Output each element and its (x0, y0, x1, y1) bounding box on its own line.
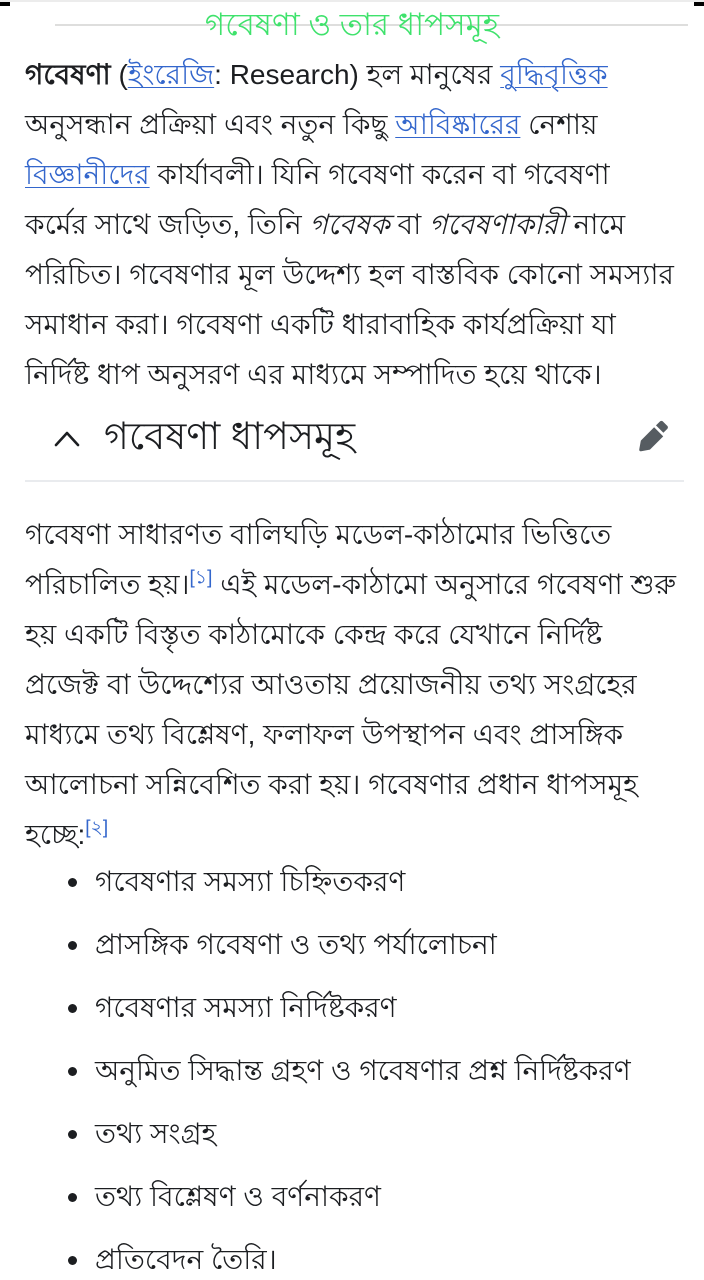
chevron-up-icon[interactable] (52, 428, 82, 450)
text-line (25, 300, 704, 350)
text-line (25, 250, 704, 300)
intro-paragraph (0, 50, 704, 400)
list-item: প্রতিবেদন তৈরি। (95, 1240, 704, 1280)
text-segment: কার্যাবলী। যিনি গবেষণা করেন বা গবেষণা (149, 159, 610, 190)
text-line (25, 760, 704, 810)
text-segment: : Research) হল মানুষের (214, 59, 501, 90)
text-line (25, 610, 704, 660)
text-segment: ( (110, 59, 128, 90)
text-segment: গবেষণাকারী (428, 209, 566, 240)
text-segment: পরিচিত। গবেষণার মূল উদ্দেশ্য হল বাস্তবিক কোনো সমস্যার (25, 259, 674, 290)
text-line (25, 560, 704, 610)
section-header[interactable] (0, 406, 704, 472)
text-line (25, 510, 704, 560)
pencil-icon[interactable] (634, 418, 676, 460)
text-line (25, 810, 704, 860)
wiki-link[interactable]: ইংরেজি (127, 59, 215, 90)
section-paragraph (0, 510, 704, 860)
text-line (25, 350, 704, 400)
text-segment: গবেষণা (25, 59, 111, 90)
text-line (25, 50, 704, 100)
text-segment: হচ্ছে: (25, 819, 86, 850)
text-segment: গবেষক (309, 209, 390, 240)
wiki-link[interactable]: বুদ্ধিবৃত্তিক (500, 59, 608, 90)
text-line (25, 150, 704, 200)
text-segment: সমাধান করা। গবেষণা একটি ধারাবাহিক কার্যপ্রক্রিয়া যা (25, 309, 616, 340)
text-segment: এই মডেল-কাঠামো অনুসারে গবেষণা শুরু (212, 569, 676, 600)
text-segment: গবেষণা সাধারণত বালিঘড়ি মডেল-কাঠামোর ভিত্তিতে (25, 519, 612, 550)
reference-link[interactable]: [১] (189, 567, 213, 589)
list-item: গবেষণার সমস্যা চিহ্নিতকরণ (95, 862, 704, 902)
overlay-title-bar (0, 2, 704, 50)
list-item: গবেষণার সমস্যা নির্দিষ্টকরণ (95, 988, 704, 1028)
text-segment: পরিচালিত হয়। (25, 569, 190, 600)
text-segment: আলোচনা সন্নিবেশিত করা হয়। গবেষণার প্রধান ধাপসমূহ (25, 769, 638, 800)
list-item: প্রাসঙ্গিক গবেষণা ও তথ্য পর্যালোচনা (95, 925, 704, 965)
section-title: গবেষণা ধাপসমূহ (104, 416, 356, 458)
wiki-link[interactable]: বিজ্ঞানীদের (25, 159, 150, 190)
list-item: অনুমিত সিদ্ধান্ত গ্রহণ ও গবেষণার প্রশ্ন নির্দিষ্টকরণ (95, 1051, 704, 1091)
text-segment: কর্মের সাথে জড়িত, তিনি (25, 209, 310, 240)
text-line (25, 710, 704, 760)
text-segment: নেশায় (520, 109, 598, 140)
text-segment: হয় একটি বিস্তৃত কাঠামোকে কেন্দ্র করে যেখানে নির্দিষ্ট (25, 619, 603, 650)
page-title: গবেষণা ও তার ধাপসমূহ (204, 7, 500, 42)
text-segment: বা (389, 209, 429, 240)
list-item: তথ্য বিশ্লেষণ ও বর্ণনাকরণ (95, 1177, 704, 1217)
text-line (25, 660, 704, 710)
reference-link[interactable]: [২] (85, 817, 109, 839)
wiki-link[interactable]: আবিষ্কারের (395, 109, 521, 140)
text-segment: মাধ্যমে তথ্য বিশ্লেষণ, ফলাফল উপস্থাপন এবং প্রাসঙ্গিক (25, 719, 624, 750)
text-segment: নামে (565, 209, 626, 240)
text-line (25, 100, 704, 150)
text-line (25, 200, 704, 250)
list-item: তথ্য সংগ্রহ (95, 1114, 704, 1154)
text-segment: প্রজেক্ট বা উদ্দেশ্যের আওতায় প্রয়োজনীয় তথ্য সংগ্রহের (25, 669, 637, 700)
section-divider (25, 480, 684, 482)
text-segment: নির্দিষ্ট ধাপ অনুসরণ এর মাধ্যমে সম্পাদিত হয়ে থাকে। (25, 359, 602, 390)
text-segment: অনুসন্ধান প্রক্রিয়া এবং নতুন কিছু (25, 109, 396, 140)
steps-list (0, 862, 704, 1280)
